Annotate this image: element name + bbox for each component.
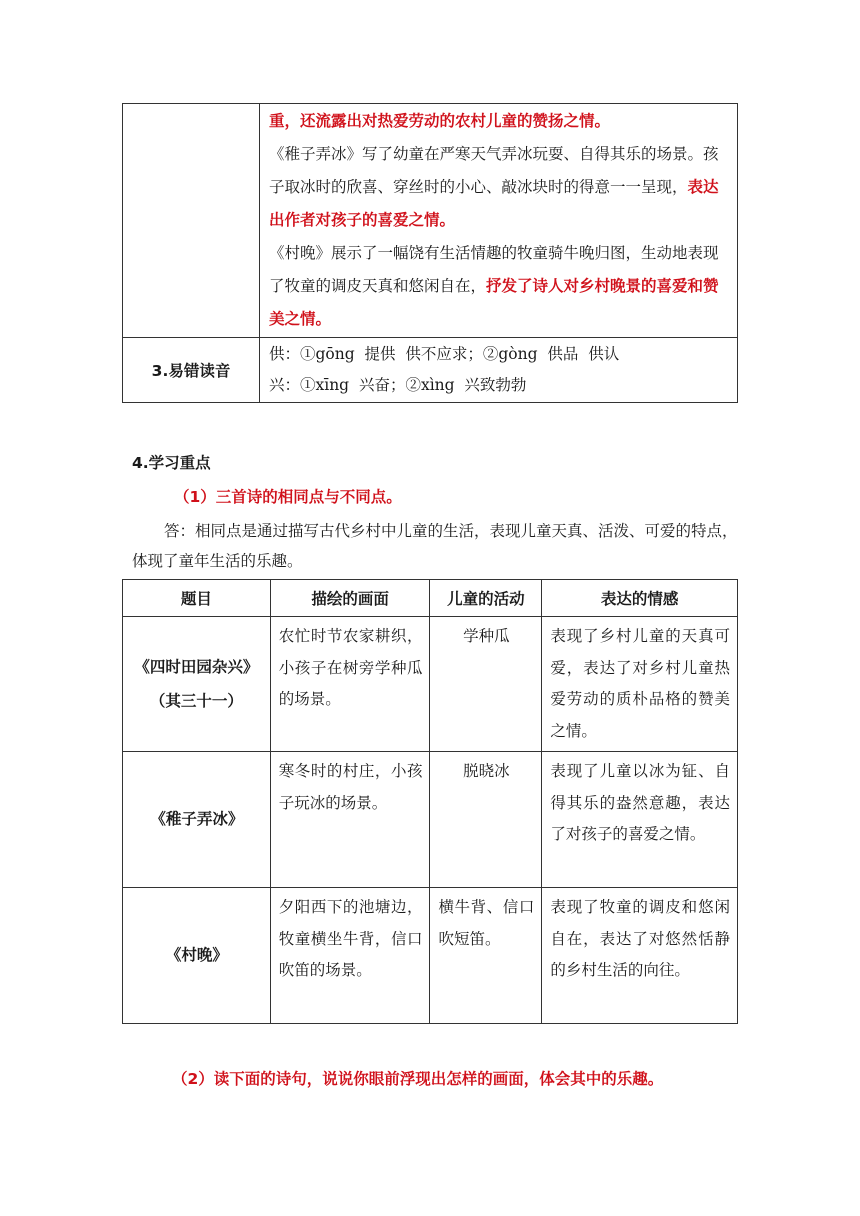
- table-row: [123, 338, 738, 403]
- answer-text: 答：相同点是通过描写古代乡村中儿童的生活，表现儿童天真、活泼、可爱的特点，体现了童年生活的乐趣。: [132, 522, 738, 570]
- emotion-cell: 表现了牧童的调皮和悠闲自在，表达了对悠然恬静的乡村生活的向往。: [542, 888, 738, 1024]
- column-header: 描绘的画面: [270, 580, 430, 617]
- column-header: 题目: [123, 580, 271, 617]
- question-2: （2）读下面的诗句，说说你眼前浮现出怎样的画面，体会其中的乐趣。: [172, 1070, 664, 1088]
- scene-cell: 寒冬时的村庄，小孩子玩冰的场景。: [270, 752, 430, 888]
- summary-text: 《稚子弄冰》写了幼童在严寒天气弄冰玩耍、自得其乐的场景。孩子取冰时的欣喜、穿丝时的小心、敲冰块时的得意一一呈现，: [269, 145, 719, 196]
- section-heading: 4.学习重点: [132, 454, 211, 472]
- activity-cell: 脱晓冰: [430, 752, 542, 888]
- question-1: （1）三首诗的相同点与不同点。: [174, 488, 402, 506]
- table-row: [123, 104, 738, 338]
- comparison-table: [122, 579, 738, 1024]
- summary-text: 《村晚》展示了一幅饶有生活情趣的牧童骑牛晚归图，生动地表现了牧童的调皮天真和悠闲自在，: [269, 244, 719, 295]
- pronunciation-label: 3.易错读音: [123, 338, 260, 403]
- top-table: [122, 103, 738, 403]
- poem-title: 《村晚》: [123, 888, 271, 1024]
- emotion-cell: 表现了乡村儿童的天真可爱，表达了对乡村儿童热爱劳动的质朴品格的赞美之情。: [542, 617, 738, 752]
- summary-paragraph-2: [269, 138, 730, 237]
- summary-highlight: 表达出作者对孩子的喜爱之情。: [269, 178, 719, 229]
- table-row: [123, 752, 738, 888]
- activity-cell: 横牛背、信口吹短笛。: [430, 888, 542, 1024]
- table-row: [123, 888, 738, 1024]
- column-header: 表达的情感: [542, 580, 738, 617]
- table-row: [123, 617, 738, 752]
- pronunciation-line: 兴：①xīng 兴奋；②xìng 兴致勃勃: [269, 376, 527, 394]
- scene-cell: 夕阳西下的池塘边，牧童横坐牛背，信口吹笛的场景。: [270, 888, 430, 1024]
- column-header: 儿童的活动: [430, 580, 542, 617]
- summary-line-1: 重，还流露出对热爱劳动的农村儿童的赞扬之情。: [269, 112, 611, 130]
- emotion-summary-cell: [260, 104, 738, 338]
- summary-paragraph-3: [269, 237, 730, 336]
- emotion-cell: 表现了儿童以冰为钲、自得其乐的盎然意趣，表达了对孩子的喜爱之情。: [542, 752, 738, 888]
- poem-title: 《稚子弄冰》: [123, 752, 271, 888]
- scene-cell: 农忙时节农家耕织，小孩子在树旁学种瓜的场景。: [270, 617, 430, 752]
- empty-cell: [123, 104, 260, 338]
- summary-highlight: 抒发了诗人对乡村晚景的喜爱和赞美之情。: [269, 277, 719, 328]
- pronunciation-cell: [260, 338, 738, 403]
- table-header-row: [123, 580, 738, 617]
- activity-cell: 学种瓜: [430, 617, 542, 752]
- poem-title: 《四时田园杂兴》（其三十一）: [123, 617, 271, 752]
- pronunciation-line: 供：①gōng 提供 供不应求；②gòng 供品 供认: [269, 345, 620, 363]
